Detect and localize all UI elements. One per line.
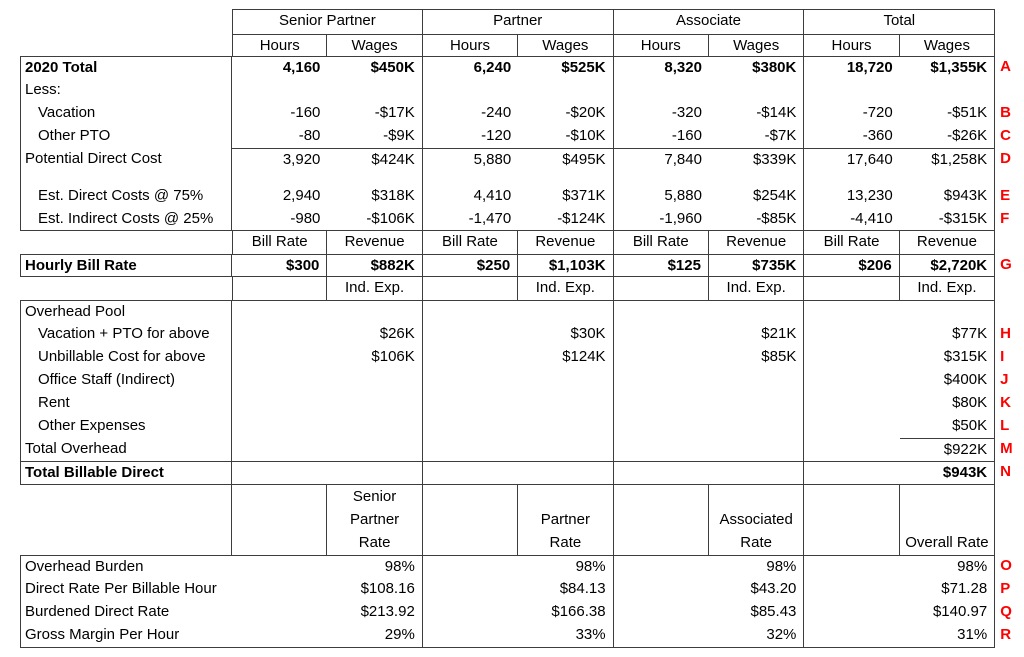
cell-value: -$124K — [518, 208, 613, 231]
cell-value: -$26K — [900, 125, 995, 148]
cell-value: 8,320 — [614, 56, 709, 79]
cell-value: $125 — [614, 254, 709, 277]
rate-header-row — [20, 485, 1021, 555]
empty-cell — [232, 438, 327, 461]
cell-value: $318K — [327, 185, 422, 208]
empty-cell — [709, 438, 804, 461]
column-header-wages: Wages — [518, 34, 613, 56]
cell-value: $424K — [327, 148, 422, 171]
column-header-wages: Wages — [900, 34, 995, 56]
spacer-row — [20, 171, 1021, 185]
empty-cell — [423, 415, 518, 438]
cell-value: 98% — [804, 555, 995, 578]
row-label: Direct Rate Per Billable Hour — [25, 580, 217, 597]
empty-cell — [709, 461, 804, 485]
row-label: Rent — [20, 392, 232, 415]
empty-cell — [20, 485, 232, 555]
cell-value: $495K — [518, 148, 613, 171]
empty-cell — [995, 277, 1021, 300]
empty-cell — [20, 277, 232, 300]
header-line: Rate — [740, 534, 772, 551]
empty-cell — [709, 415, 804, 438]
row-label: Potential Direct Cost — [20, 148, 232, 171]
empty-cell — [423, 346, 518, 369]
column-header-hours: Hours — [804, 34, 899, 56]
indirect-expense-header-row — [20, 277, 1021, 300]
empty-cell — [20, 34, 232, 56]
table-row — [20, 369, 1021, 392]
empty-cell — [327, 369, 422, 392]
empty-cell — [423, 300, 518, 323]
row-label-cell — [20, 601, 423, 624]
row-label: Vacation — [20, 102, 232, 125]
table-row — [20, 56, 1021, 79]
cell-value: 13,230 — [846, 187, 893, 204]
empty-cell — [614, 392, 709, 415]
table-row — [20, 346, 1021, 369]
cell-value: $43.20 — [614, 578, 805, 601]
cell-value: $26K — [327, 323, 422, 346]
empty-cell — [232, 171, 327, 185]
empty-cell — [518, 392, 613, 415]
table-row — [20, 555, 1021, 578]
cell-value: $922K — [900, 438, 995, 461]
cell-value: -120 — [481, 127, 512, 144]
row-letter: L — [1000, 417, 1010, 434]
empty-cell — [614, 300, 709, 323]
empty-cell — [423, 369, 518, 392]
empty-cell — [518, 171, 613, 185]
empty-cell — [900, 300, 995, 323]
cell-value: $371K — [518, 185, 613, 208]
empty-cell — [232, 415, 327, 438]
column-header-ind-exp: Ind. Exp. — [327, 277, 422, 300]
empty-cell — [518, 369, 613, 392]
cell-value: 98% — [614, 555, 805, 578]
cell-value: $140.97 — [804, 601, 995, 624]
cell-value: -1,960 — [614, 208, 709, 231]
empty-cell — [232, 277, 327, 300]
cell-value: -$106K — [327, 208, 422, 231]
empty-cell — [327, 79, 422, 102]
empty-cell — [232, 346, 327, 369]
billing-rate-table — [20, 9, 1021, 648]
cell-value: $84.13 — [423, 578, 614, 601]
header-line: Rate — [549, 534, 582, 551]
empty-cell — [804, 369, 899, 392]
cell-value: 17,640 — [804, 148, 899, 171]
column-header-bill-rate: Bill Rate — [232, 231, 327, 254]
column-header-overall-rate — [900, 485, 995, 555]
empty-cell — [614, 346, 709, 369]
empty-cell — [423, 79, 518, 102]
cell-value: -1,470 — [423, 208, 518, 231]
table-row — [20, 601, 1021, 624]
empty-cell — [804, 323, 899, 346]
column-header-hours: Hours — [614, 34, 709, 56]
table-row — [20, 461, 1021, 485]
table-row — [20, 102, 1021, 125]
empty-cell — [232, 369, 327, 392]
empty-cell — [614, 438, 709, 461]
header-line: Partner — [349, 511, 400, 528]
cell-value: -$51K — [900, 102, 995, 125]
cell-value: -4,410 — [804, 208, 899, 231]
cell-value: -240 — [481, 104, 512, 121]
column-header-bill-rate: Bill Rate — [614, 231, 709, 254]
cell-value: -$85K — [709, 208, 804, 231]
table-row — [20, 148, 1021, 171]
empty-cell — [995, 231, 1021, 254]
empty-cell — [709, 300, 804, 323]
cell-value: 5,880 — [664, 187, 702, 204]
row-letter: B — [1000, 104, 1011, 121]
row-label: Est. Indirect Costs @ 25% — [20, 208, 232, 231]
table-row — [20, 125, 1021, 148]
table-row — [20, 185, 1021, 208]
cell-value: $80K — [900, 392, 995, 415]
table-row — [20, 392, 1021, 415]
row-label: 2020 Total — [20, 56, 232, 79]
empty-cell — [423, 277, 518, 300]
row-letter: J — [1000, 371, 1009, 388]
cell-value: $1,355K — [900, 56, 995, 79]
row-letter: N — [1000, 463, 1011, 480]
empty-cell — [804, 415, 899, 438]
column-header-partner-rate — [518, 485, 613, 555]
column-header-hours: Hours — [423, 34, 518, 56]
empty-cell — [709, 392, 804, 415]
empty-cell — [232, 300, 327, 323]
cell-value: $300 — [232, 254, 327, 277]
empty-cell — [804, 300, 899, 323]
empty-cell — [423, 485, 518, 555]
cell-value: 29% — [384, 626, 415, 643]
empty-cell — [804, 461, 899, 485]
cell-value: 18,720 — [804, 56, 899, 79]
cell-value: -80 — [298, 127, 321, 144]
empty-cell — [804, 79, 899, 102]
column-header-ind-exp: Ind. Exp. — [709, 277, 804, 300]
column-header-wages: Wages — [327, 34, 422, 56]
column-header-bill-rate: Bill Rate — [423, 231, 518, 254]
table-row — [20, 624, 1021, 648]
row-label: Vacation + PTO for above — [20, 323, 232, 346]
table-row — [20, 323, 1021, 346]
table-row — [20, 79, 1021, 102]
row-label: Other Expenses — [20, 415, 232, 438]
row-label: Hourly Bill Rate — [20, 254, 232, 277]
empty-cell — [518, 415, 613, 438]
row-label: Burdened Direct Rate — [25, 603, 170, 620]
empty-cell — [804, 171, 899, 185]
empty-cell — [995, 34, 1021, 56]
empty-cell — [614, 277, 709, 300]
table-row — [20, 438, 1021, 461]
row-letter: K — [1000, 394, 1011, 411]
empty-cell — [995, 171, 1021, 185]
row-letter: M — [1000, 440, 1013, 457]
cell-value: 4,410 — [473, 187, 512, 204]
empty-cell — [804, 438, 899, 461]
header-line: Partner — [540, 511, 590, 528]
empty-cell — [20, 9, 232, 34]
cell-value: -720 — [862, 104, 893, 121]
cell-value: $213.92 — [360, 603, 415, 620]
cell-value: 6,240 — [423, 56, 518, 79]
cell-value: $315K — [900, 346, 995, 369]
empty-cell — [614, 323, 709, 346]
empty-cell — [423, 323, 518, 346]
cell-value: -$9K — [327, 125, 422, 148]
column-header-ind-exp: Ind. Exp. — [518, 277, 613, 300]
empty-cell — [232, 485, 327, 555]
group-header-senior-partner: Senior Partner — [232, 9, 423, 34]
column-header-associated-rate — [709, 485, 804, 555]
empty-cell — [614, 369, 709, 392]
group-header-partner: Partner — [423, 9, 614, 34]
cell-value: $106K — [327, 346, 422, 369]
cell-value: 7,840 — [614, 148, 709, 171]
row-letter: R — [1000, 626, 1012, 643]
column-header-hours: Hours — [232, 34, 327, 56]
row-label: Overhead Burden — [25, 558, 144, 575]
empty-cell — [804, 346, 899, 369]
cell-value: $50K — [900, 415, 995, 438]
row-label: Gross Margin Per Hour — [25, 626, 180, 643]
row-letter: G — [1000, 256, 1012, 273]
row-letter: A — [1000, 58, 1011, 75]
cell-value: $2,720K — [900, 254, 995, 277]
empty-cell — [232, 392, 327, 415]
row-letter: Q — [1000, 603, 1012, 620]
empty-cell — [614, 485, 709, 555]
empty-cell — [900, 79, 995, 102]
cell-value: $1,103K — [518, 254, 613, 277]
cell-value: 4,160 — [232, 56, 327, 79]
empty-cell — [20, 231, 232, 254]
row-letter: F — [1000, 210, 1010, 227]
row-label-cell — [20, 555, 423, 578]
empty-cell — [709, 79, 804, 102]
cell-value: $166.38 — [423, 601, 614, 624]
cell-value: $735K — [709, 254, 804, 277]
table-row — [20, 415, 1021, 438]
cell-value: 2,940 — [282, 187, 321, 204]
cell-value: $339K — [709, 148, 804, 171]
column-header-revenue: Revenue — [327, 231, 422, 254]
cell-value: $882K — [327, 254, 422, 277]
row-label: Overhead Pool — [20, 300, 232, 323]
empty-cell — [995, 300, 1021, 323]
group-header-row — [20, 9, 1021, 34]
cell-value: -$14K — [709, 102, 804, 125]
column-header-ind-exp: Ind. Exp. — [900, 277, 995, 300]
empty-cell — [327, 392, 422, 415]
empty-cell — [709, 171, 804, 185]
cell-value: 5,880 — [423, 148, 518, 171]
cell-value: -$7K — [709, 125, 804, 148]
empty-cell — [327, 461, 422, 485]
empty-cell — [423, 392, 518, 415]
cell-value: $250 — [423, 254, 518, 277]
cell-value: -980 — [232, 208, 327, 231]
row-letter: O — [1000, 557, 1012, 574]
cell-value: -160 — [671, 127, 702, 144]
empty-cell — [995, 79, 1021, 102]
row-label: Unbillable Cost for above — [20, 346, 232, 369]
empty-cell — [709, 369, 804, 392]
cell-value: $206 — [804, 254, 899, 277]
empty-cell — [518, 79, 613, 102]
cell-value: 3,920 — [232, 148, 327, 171]
empty-cell — [995, 485, 1021, 555]
row-letter: P — [1000, 580, 1011, 597]
column-header-bill-rate: Bill Rate — [804, 231, 899, 254]
cell-value: $943K — [900, 461, 995, 485]
empty-cell — [20, 171, 232, 185]
row-label: Total Overhead — [20, 438, 232, 461]
row-label-cell — [20, 624, 423, 648]
cell-value: -$315K — [900, 208, 995, 231]
row-label: Office Staff (Indirect) — [20, 369, 232, 392]
empty-cell — [423, 461, 518, 485]
column-header-revenue: Revenue — [900, 231, 995, 254]
column-header-revenue: Revenue — [518, 231, 613, 254]
empty-cell — [327, 171, 422, 185]
empty-cell — [614, 79, 709, 102]
empty-cell — [900, 171, 995, 185]
column-header-wages: Wages — [709, 34, 804, 56]
empty-cell — [423, 171, 518, 185]
cell-value: $85.43 — [614, 601, 805, 624]
empty-cell — [232, 79, 327, 102]
row-label-cell — [20, 578, 423, 601]
table-row — [20, 254, 1021, 277]
cell-value: $108.16 — [360, 580, 415, 597]
cell-value: -320 — [671, 104, 702, 121]
cell-value: -160 — [290, 104, 321, 121]
row-label: Other PTO — [20, 125, 232, 148]
empty-cell — [518, 438, 613, 461]
empty-cell — [518, 461, 613, 485]
column-header-senior-partner-rate — [327, 485, 422, 555]
empty-cell — [327, 438, 422, 461]
cell-value: -360 — [862, 127, 893, 144]
cell-value: $71.28 — [804, 578, 995, 601]
cell-value: $943K — [900, 185, 995, 208]
header-line: Senior — [352, 488, 397, 505]
table-row — [20, 208, 1021, 231]
row-letter: I — [1000, 348, 1005, 365]
cell-value: $85K — [709, 346, 804, 369]
empty-cell — [232, 323, 327, 346]
row-letter: H — [1000, 325, 1011, 342]
empty-cell — [614, 461, 709, 485]
cell-value: 98% — [384, 558, 415, 575]
cell-value: -$20K — [518, 102, 613, 125]
billrate-header-row — [20, 231, 1021, 254]
header-line: Rate — [358, 534, 391, 551]
cell-value: $400K — [900, 369, 995, 392]
table-row — [20, 578, 1021, 601]
cell-value: $450K — [327, 56, 422, 79]
empty-cell — [614, 171, 709, 185]
empty-cell — [518, 300, 613, 323]
cell-value: 33% — [423, 624, 614, 648]
empty-cell — [804, 392, 899, 415]
header-line: Overall Rate — [905, 534, 989, 551]
row-letter: C — [1000, 127, 1011, 144]
cell-value: $1,258K — [900, 148, 995, 171]
cell-value: $254K — [709, 185, 804, 208]
row-letter: D — [1000, 150, 1011, 167]
cell-value: $380K — [709, 56, 804, 79]
row-label: Est. Direct Costs @ 75% — [20, 185, 232, 208]
cell-value: -$17K — [327, 102, 422, 125]
cell-value: $124K — [518, 346, 613, 369]
empty-cell — [423, 438, 518, 461]
row-label: Less: — [20, 79, 232, 102]
group-header-associate: Associate — [614, 9, 805, 34]
cell-value: 32% — [614, 624, 805, 648]
empty-cell — [614, 415, 709, 438]
empty-cell — [804, 485, 899, 555]
column-header-revenue: Revenue — [709, 231, 804, 254]
empty-cell — [995, 9, 1021, 34]
cell-value: 31% — [804, 624, 995, 648]
subheader-row — [20, 34, 1021, 56]
empty-cell — [327, 415, 422, 438]
empty-cell — [232, 461, 327, 485]
header-line: Associated — [719, 511, 793, 528]
cell-value: $525K — [518, 56, 613, 79]
cell-value: $30K — [518, 323, 613, 346]
cell-value: -$10K — [518, 125, 613, 148]
cell-value: 98% — [423, 555, 614, 578]
row-letter: E — [1000, 187, 1011, 204]
group-header-total: Total — [804, 9, 995, 34]
table-row — [20, 300, 1021, 323]
empty-cell — [327, 300, 422, 323]
row-label: Total Billable Direct — [20, 461, 232, 485]
cell-value: $77K — [900, 323, 995, 346]
empty-cell — [804, 277, 899, 300]
cell-value: $21K — [709, 323, 804, 346]
